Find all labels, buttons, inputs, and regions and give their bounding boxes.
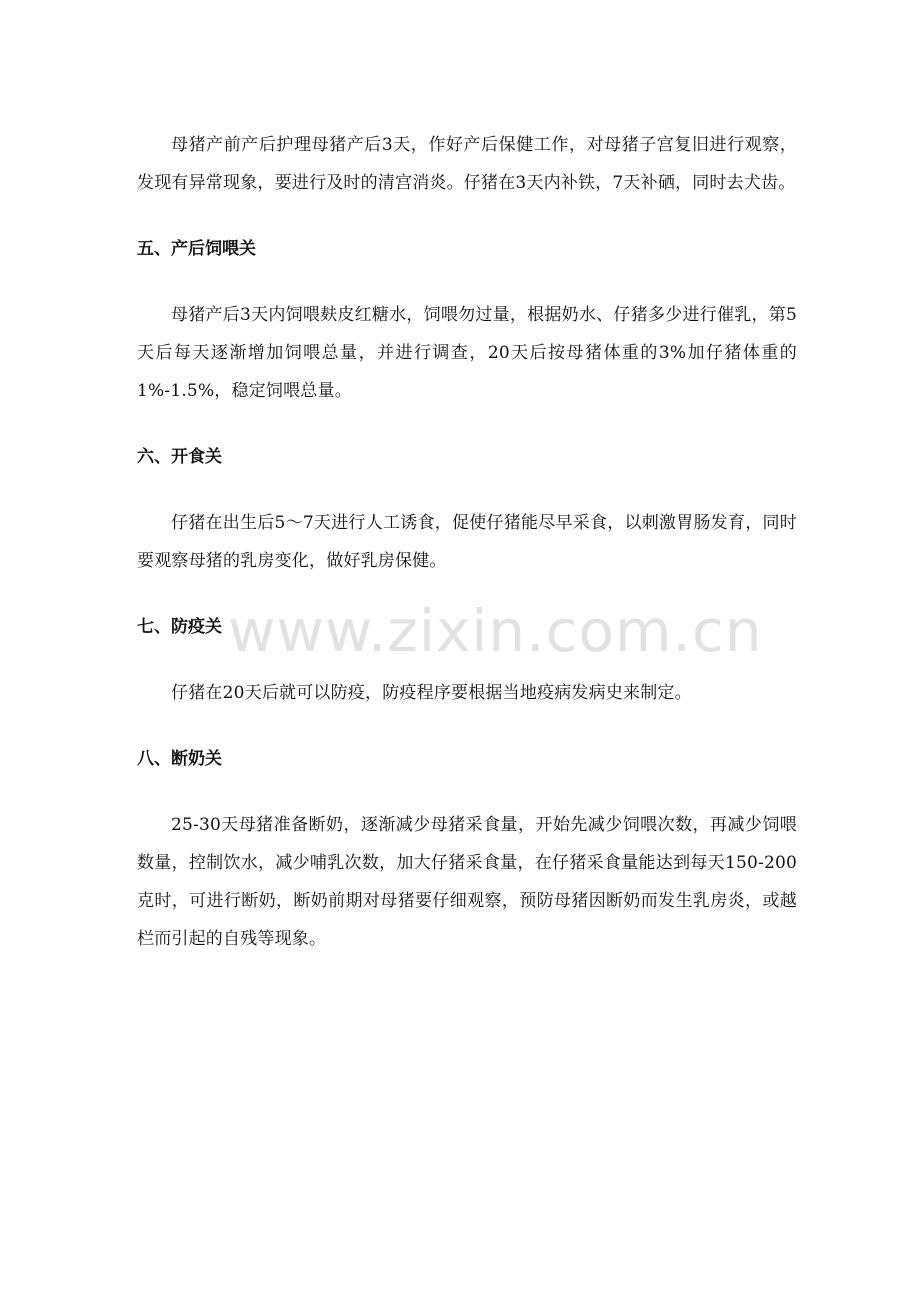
section-heading-seven: 七、防疫关 <box>137 617 222 637</box>
section-six-paragraph: 仔猪在出生后5～7天进行人工诱食，促使仔猪能尽早采食，以刺激胃肠发育，同时要观察母猪的乳房变化，做好乳房保健。 <box>137 513 797 571</box>
section-seven-paragraph: 仔猪在20天后就可以防疫，防疫程序要根据当地疫病发病史来制定。 <box>171 683 692 703</box>
section-heading-five: 五、产后饲喂关 <box>137 239 256 259</box>
section-heading-six: 六、开食关 <box>137 447 222 467</box>
section-eight-paragraph: 25-30天母猪准备断奶，逐渐减少母猪采食量，开始先减少饲喂次数，再减少饲喂数量，控制饮水，减少哺乳次数，加大仔猪采食量，在仔猪采食量能达到每天150-200克时，可进行断奶，断奶前期对母猪要仔细观察，预防母猪因断奶而发生乳房炎，或越栏而引起的自残等现象。 <box>137 815 797 949</box>
section-heading-eight: 八、断奶关 <box>137 749 222 769</box>
intro-paragraph: 母猪产前产后护理母猪产后3天，作好产后保健工作，对母猪子宫复旧进行观察，发现有异常现象，要进行及时的清宫消炎。仔猪在3天内补铁，7天补硒，同时去犬齿。 <box>137 135 797 193</box>
section-five-paragraph: 母猪产后3天内饲喂麸皮红糖水，饲喂勿过量，根据奶水、仔猪多少进行催乳，第5天后每天逐渐增加饲喂总量，并进行调查，20天后按母猪体重的3%加仔猪体重的1%-1.5%，稳定饲喂总量。 <box>137 305 797 401</box>
watermark-text: www.zixin.com.cn <box>228 597 763 665</box>
document-body <box>137 126 797 958</box>
